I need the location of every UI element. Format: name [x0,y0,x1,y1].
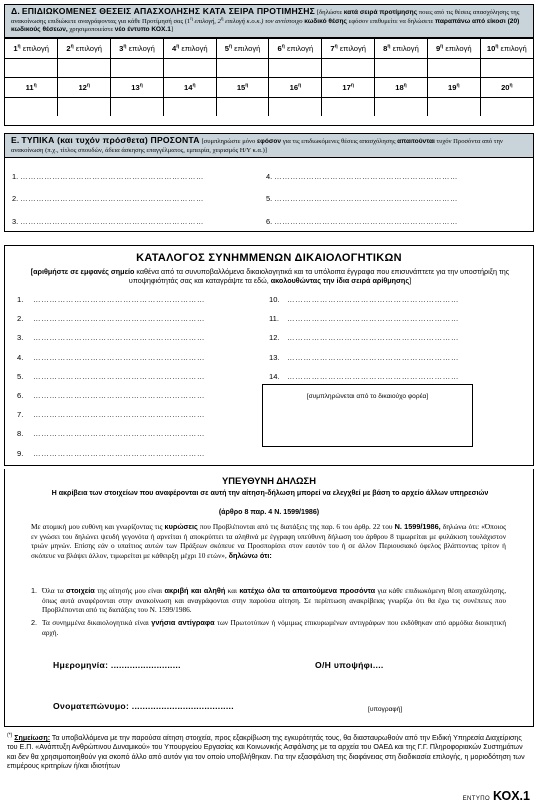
attachment-line-7[interactable]: 7. ……………………………………………………… [17,410,206,420]
choice-header-11: $11^\eta$ [5,77,58,97]
choice-code-cell-1[interactable] [5,58,58,77]
attachment-line-1[interactable]: 1. ……………………………………………………… [17,295,206,304]
section-d-instr: [δηλώστε κατά σειρά προτίμησης ποιες από τις θέσεις απασχόλησης της ανακοίνωσης επιδιώκετε αναγράφοντας για κάθε Προτίμησή σας ($1^\eta$ επιλογή, $2^\eta$ επιλογή κ.ο.κ.) τον αντίστοιχο κωδικό θέσης εφόσον επιθυμείτε να δηλώσετε παραπάνω από είκοσι (20) κωδικούς θέσεων, χρησιμοποιείστε νέο έντυπο ΚΟΧ.1] [11,9,520,34]
section-e-header [5,134,533,158]
attachment-line-13[interactable]: 13. ……………………………………………………… [269,352,460,362]
choice-header-17: $17^\eta$ [322,77,375,97]
agency-stamp-box [262,384,473,447]
choice-code-cell-2[interactable] [58,58,111,77]
choice-header-5: $5^\eta$ επιλογή [216,38,269,58]
declaration-law: (άρθρο 8 παρ. 4 Ν. 1599/1986) [218,508,320,516]
section-e-letter: Ε. [11,135,20,145]
footnote: (*) Σημείωση: Τα υποβαλλόμενα με την παρούσα αίτηση στοιχεία, προς εξακρίβωση της εγκυρότητάς τους, θα διασταυρωθούν από την Ειδική Υπηρεσία Διαχείρισης του Ε.Π. «Ανάπτυξη Ανθρώπινου Δυναμικού» του Υπουργείου Εργασίας και Κοινωνικής Ασφάλισης με τα αρχεία του ΟΑΕΔ και της Γ.Γ. Πληροφοριακών Συστημάτων και δεν θα χρησιμοποιηθούν για σκοπό άλλο από αυτόν για τον οποίο υποβλήθηκαν. Για την εξασφάλιση της διαφάνειας στη διαδικασία επιλογής, η μοριοδότηση των επιμέρους κριτηρίων ή/και ιδιοτήτων [7,732,525,770]
declaration-item-1: 1. Όλα τα στοιχεία της αίτησής μου είναι ακριβή και αληθή και κατέχω όλα τα απαιτούμενα προσόντα για κάθε επιδιωκόμενη θέση απασχόλησης, όπως αυτά αναφέρονται στην ανακοίνωση και αναγράφονται στην παρούσα αίτηση. Σε περίπτωση ανακρίβειας γνωρίζω ότι θα έχω τις συνέπειες που Προβλέπονται από τις διατάξεις του Ν. 1599/1986. [31,586,507,615]
choice-code-cell-18[interactable] [375,97,428,116]
qualification-line-5[interactable]: 5. …………………………………………………………… [266,194,459,203]
form-code-value: ΚΟΧ.1 [493,789,530,803]
choice-header-20: $20^\eta$ [480,77,533,97]
choice-header-18: $18^\eta$ [375,77,428,97]
qualification-line-4[interactable]: 4. …………………………………………………………… [266,172,459,181]
solemn-declaration-section [4,469,534,727]
section-d-preferred-positions [4,4,534,126]
choice-code-cell-5[interactable] [216,58,269,77]
choice-header-3: $3^\eta$ επιλογή [111,38,164,58]
attachment-line-11[interactable]: 11. ……………………………………………………… [269,314,460,324]
choice-code-cell-10[interactable] [480,58,533,77]
choice-code-cell-12[interactable] [58,97,111,116]
choice-header-8: $8^\eta$ επιλογή [375,38,428,58]
choice-code-cell-13[interactable] [111,97,164,116]
section-e-instr: [συμπληρώστε μόνο εφόσον για τις επιδιωκόμενες θέσεις απασχόλησης απαιτούνται τυχόν Προσόντα από την ανακοίνωση (π.χ., τίτλος σπουδών, άδεια άσκησης επαγγέλματος, εμπειρία, χειρισμός Η/Υ κ.α.)] [11,138,503,154]
declaration-item-2: 2. Τα συνημμένα δικαιολογητικά είναι γνήσια αντίγραφα των Πρωτοτύπων ή νόμιμως επικυρωμένων αντιγράφων που εκδόθηκαν από αρμόδια διοικητική αρχή. [31,618,507,637]
choice-header-4: $4^\eta$ επιλογή [163,38,216,58]
full-name-field[interactable]: Ονοματεπώνυμο: ...................................... [53,701,234,711]
attachments-instructions: [αριθμήστε σε εμφανές σημείο καθένα από τα συνυποβαλλόμενα δικαιολογητικά και τα υπόλοιπα έγγραφα που επισυνάπτετε για την υποστήριξη της υποψηφιότητάς σας και καταγράψτε τα εδώ, ακολουθώντας την ίδια σειρά αρίθμησης] [30,267,510,285]
choice-header-12: $12^\eta$ [58,77,111,97]
attachment-line-12[interactable]: 12. ……………………………………………………… [269,333,460,343]
choice-code-cell-19[interactable] [427,97,480,116]
attachment-line-5[interactable]: 5. ……………………………………………………… [17,371,206,381]
qualification-line-2[interactable]: 2. …………………………………………………………… [12,194,205,203]
choice-code-cell-4[interactable] [163,58,216,77]
preferences-table [5,38,533,117]
choice-code-cell-17[interactable] [322,97,375,116]
choice-code-cell-9[interactable] [427,58,480,77]
qualification-line-1[interactable]: 1. …………………………………………………………… [12,172,205,181]
section-e-title: ΤΥΠΙΚΑ (και τυχόν πρόσθετα) ΠΡΟΣΟΝΤΑ [21,135,200,145]
attachment-line-9[interactable]: 9. ……………………………………………………… [17,448,206,458]
declaration-title: ΥΠΕΥΘΥΝΗ ΔΗΛΩΣΗ [222,475,316,486]
declaration-body: Με ατομική μου ευθύνη και γνωρίζοντας τις κυρώσεις που Προβλέπονται από τις διατάξεις της παρ. 6 του άρθρ. 22 του Ν. 1599/1986, δηλώνω ότι: «Όποιος εν γνώσει του δηλώνει ψευδή γεγονότα ή αρνείται ή αποκρύπτει τα αληθινά με έγγραφη υπεύθυνη δήλωση του άρθρου 8 τιμωρείται με φυλάκιση τουλάχιστον τριών μηνών. Επίσης εάν ο υπαίτιος αυτών των Πράξεων σκόπευε να Προσπορίσει στον εαυτόν του ή σε άλλον Περιουσιακό όφελος βλάπτοντας τρίτον ή σκόπευε να βλάψει άλλον, τιμωρείται με κάθειρξη μέχρι 10 ετών», δηλώνω ότι: [31,522,506,560]
choice-header-2: $2^\eta$ επιλογή [58,38,111,58]
choice-code-cell-11[interactable] [5,97,58,116]
choice-header-10: $10^\eta$ επιλογή [480,38,533,58]
choice-code-cell-3[interactable] [111,58,164,77]
section-d-header [5,5,533,38]
section-d-title: ΕΠΙΔΙΩΚΟΜΕΝΕΣ ΘΕΣΕΙΣ ΑΠΑΣΧΟΛΗΣΗΣ ΚΑΤΑ ΣΕΙΡΑ ΠΡΟΤΙΜΗΣΗΣ [21,6,315,16]
choice-code-cell-14[interactable] [163,97,216,116]
form-code-prefix: ΕΝΤΥΠΟ [462,796,491,802]
choice-header-6: $6^\eta$ επιλογή [269,38,322,58]
qualification-line-6[interactable]: 6. …………………………………………………………… [266,217,459,226]
section-d-letter: Δ. [11,6,20,16]
applicant-label: Ο/Η υποψήφι.... [315,660,384,670]
attachment-line-10[interactable]: 10. ……………………………………………………… [269,295,460,304]
signature-label: [υπογραφή] [368,706,403,713]
date-field[interactable]: Ημερομηνία: .......................... [53,660,181,670]
attachment-line-14[interactable]: 14. ……………………………………………………… [269,371,460,381]
choice-code-cell-20[interactable] [480,97,533,116]
qualification-line-3[interactable]: 3. …………………………………………………………… [12,217,205,226]
choice-header-16: $16^\eta$ [269,77,322,97]
attachments-title: ΚΑΤΑΛΟΓΟΣ ΣΥΝΗΜΜΕΝΩΝ ΔΙΚΑΙΟΛΟΓΗΤΙΚΩΝ [136,252,402,264]
choice-code-cell-7[interactable] [322,58,375,77]
declaration-subtitle: Η ακρίβεια των στοιχείων που αναφέρονται σε αυτή την αίτηση-δήλωση μπορεί να ελεγχθεί με βάση το αρχείο άλλων υπηρεσιών [51,489,489,497]
attachment-line-8[interactable]: 8. ……………………………………………………… [17,429,206,439]
choice-code-cell-15[interactable] [216,97,269,116]
choice-header-9: $9^\eta$ επιλογή [427,38,480,58]
attachment-line-6[interactable]: 6. ……………………………………………………… [17,391,206,400]
choice-header-14: $14^\eta$ [163,77,216,97]
section-e-qualifications [4,133,534,232]
choice-code-cell-16[interactable] [269,97,322,116]
attachment-line-3[interactable]: 3. ……………………………………………………… [17,333,206,343]
choice-header-19: $19^\eta$ [427,77,480,97]
choice-header-1: $1^\eta$ επιλογή [5,38,58,58]
form-code [463,787,530,805]
attachments-section [4,245,534,466]
choice-header-13: $13^\eta$ [111,77,164,97]
choice-header-15: $15^\eta$ [216,77,269,97]
choice-header-7: $7^\eta$ επιλογή [322,38,375,58]
attachment-line-2[interactable]: 2. ……………………………………………………… [17,314,206,324]
choice-code-cell-6[interactable] [269,58,322,77]
stamp-text: [συμπληρώνεται από το δικαιούχο φορέα] [306,393,429,400]
attachment-line-4[interactable]: 4. ……………………………………………………… [17,352,206,362]
choice-code-cell-8[interactable] [375,58,428,77]
